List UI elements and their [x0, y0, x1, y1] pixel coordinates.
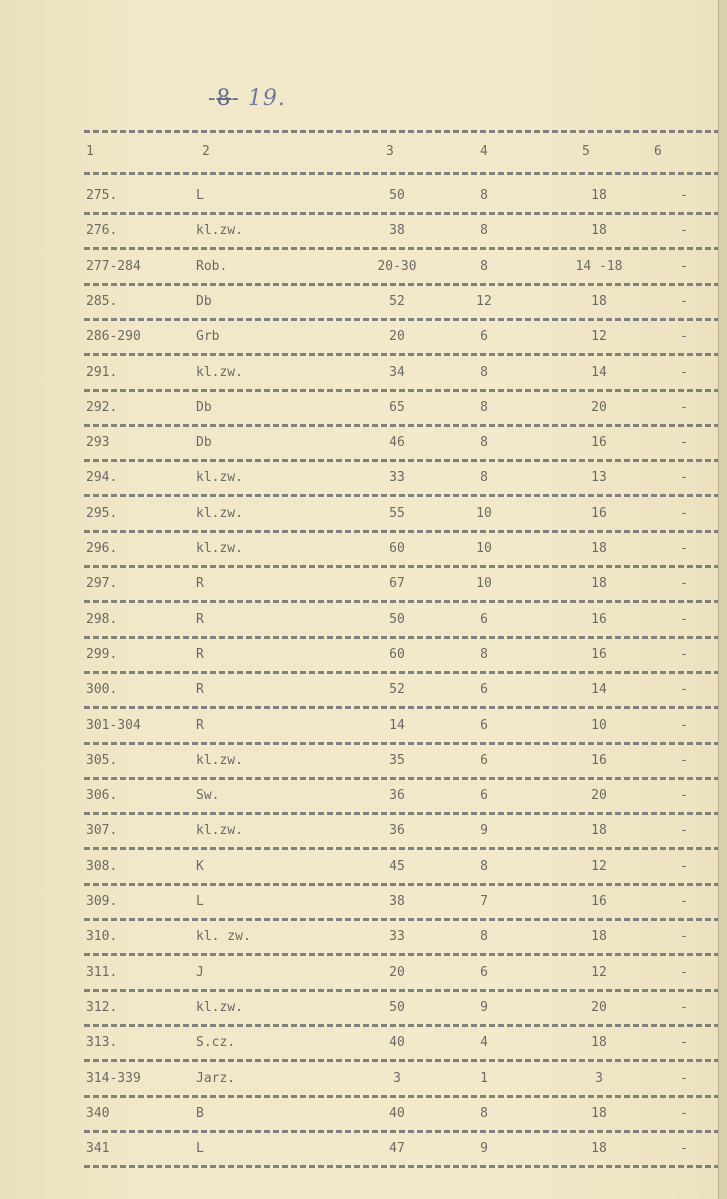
table-cell: 36: [389, 788, 405, 804]
table-cell: L: [196, 894, 204, 909]
table-cell: -: [680, 399, 688, 415]
table-cell: 294.: [86, 470, 118, 486]
table-cell: 9: [480, 823, 488, 839]
table-cell: 16: [591, 752, 607, 768]
table-row: [0, 396, 719, 420]
table-cell: 20: [389, 964, 405, 980]
table-cell: 297.: [86, 576, 118, 592]
table-cell: 8: [480, 258, 488, 274]
table-cell: Db: [196, 399, 212, 415]
table-cell: -: [680, 505, 688, 521]
table-row: [0, 714, 719, 738]
table-cell: 16: [591, 646, 607, 662]
table-cell: kl.zw.: [196, 999, 243, 1015]
table-cell: R: [196, 682, 204, 698]
table-cell: J: [196, 964, 204, 980]
table-cell: 18: [591, 293, 607, 309]
table-cell: 8: [480, 929, 488, 945]
table-cell: 60: [389, 646, 405, 662]
table-cell: 52: [389, 293, 405, 309]
table-cell: -: [680, 894, 688, 909]
table-row: [0, 431, 719, 455]
table-cell: 4: [480, 1035, 488, 1051]
column-header: 4: [480, 144, 488, 159]
table-cell: 307.: [86, 823, 118, 839]
table-cell: 3: [393, 1070, 401, 1086]
table-cell: kl.zw.: [196, 364, 243, 380]
table-cell: 16: [591, 611, 607, 627]
dashed-rule: [84, 318, 720, 321]
table-cell: 50: [389, 999, 405, 1015]
dashed-rule: [84, 424, 720, 427]
page-edge: [718, 0, 727, 1199]
table-cell: 34: [389, 364, 405, 380]
table-cell: Db: [196, 293, 212, 309]
table-cell: -: [680, 364, 688, 380]
table-cell: 10: [591, 717, 607, 733]
table-cell: 65: [389, 399, 405, 415]
table-cell: 8: [480, 470, 488, 486]
table-cell: 35: [389, 752, 405, 768]
table-cell: 10: [476, 576, 492, 592]
dashed-rule: [84, 706, 720, 709]
table-row: [0, 678, 719, 702]
table-cell: 310.: [86, 929, 118, 945]
table-row: [0, 219, 719, 243]
table-cell: kl. zw.: [196, 929, 251, 945]
dashed-rule: [84, 212, 720, 215]
table-cell: 6: [480, 964, 488, 980]
table-cell: Grb: [196, 329, 220, 345]
table-cell: 12: [591, 964, 607, 980]
table-cell: 3: [595, 1070, 603, 1086]
table-cell: 46: [389, 435, 405, 451]
dashed-rule: [84, 283, 720, 286]
table-cell: 293: [86, 435, 110, 451]
table-cell: 33: [389, 929, 405, 945]
table-cell: 18: [591, 1141, 607, 1157]
table-cell: Jarz.: [196, 1070, 236, 1086]
table-cell: 9: [480, 1141, 488, 1157]
dashed-rule: [84, 918, 720, 921]
table-cell: 313.: [86, 1035, 118, 1051]
column-header: 3: [386, 144, 394, 159]
table-cell: -: [680, 788, 688, 804]
table-cell: -: [680, 188, 688, 203]
table-cell: 10: [476, 505, 492, 521]
table-row: [0, 961, 719, 985]
table-row: [0, 996, 719, 1020]
page-number: [208, 86, 286, 111]
table-cell: 309.: [86, 894, 118, 909]
table-cell: kl.zw.: [196, 541, 243, 556]
table-cell: 52: [389, 682, 405, 698]
table-cell: 13: [591, 470, 607, 486]
table-cell: -: [680, 1035, 688, 1051]
column-header: 2: [202, 144, 210, 159]
table-cell: 20: [591, 999, 607, 1015]
table-cell: 286-290: [86, 329, 141, 345]
table-cell: 12: [591, 329, 607, 345]
table-cell: 14: [591, 364, 607, 380]
table-cell: 55: [389, 505, 405, 521]
table-cell: 16: [591, 894, 607, 909]
table-cell: R: [196, 576, 204, 592]
table-cell: 38: [389, 894, 405, 909]
column-header: 1: [86, 144, 94, 159]
table-row: [0, 572, 719, 596]
column-header: 5: [582, 144, 590, 159]
table-cell: -: [680, 646, 688, 662]
table-cell: 7: [480, 894, 488, 909]
dashed-rule: [84, 600, 720, 603]
dashed-rule: [84, 742, 720, 745]
dashed-rule: [84, 1165, 720, 1168]
table-row: [0, 1067, 719, 1091]
table-cell: 296.: [86, 541, 118, 556]
table-cell: 305.: [86, 752, 118, 768]
table-cell: -: [680, 929, 688, 945]
table-cell: 18: [591, 541, 607, 556]
table-row: [0, 466, 719, 490]
table-cell: 299.: [86, 646, 118, 662]
table-cell: L: [196, 1141, 204, 1157]
table-cell: 8: [480, 399, 488, 415]
table-cell: 45: [389, 858, 405, 874]
table-cell: 20: [591, 399, 607, 415]
table-row: [0, 643, 719, 667]
table-row: [0, 325, 719, 349]
table-row: [0, 819, 719, 843]
table-cell: K: [196, 858, 204, 874]
dashed-rule: [84, 953, 720, 956]
table-cell: 14 -18: [575, 258, 623, 274]
table-row: [0, 855, 719, 879]
dashed-rule: [84, 1130, 720, 1133]
table-cell: 16: [591, 435, 607, 451]
table-cell: 18: [591, 1105, 607, 1121]
table-row: [0, 1137, 719, 1161]
table-cell: 20-30: [377, 258, 417, 274]
table-cell: 12: [591, 858, 607, 874]
table-cell: kl.zw.: [196, 470, 243, 486]
table-row: [0, 1031, 719, 1055]
table-cell: 16: [591, 505, 607, 521]
table-cell: 50: [389, 611, 405, 627]
table-cell: Db: [196, 435, 212, 451]
table-cell: R: [196, 717, 204, 733]
table-cell: 6: [480, 752, 488, 768]
table-cell: 20: [389, 329, 405, 345]
dashed-rule: [84, 1024, 720, 1027]
table-cell: 275.: [86, 188, 118, 203]
table-cell: -: [680, 823, 688, 839]
table-cell: 18: [591, 1035, 607, 1051]
table-cell: 291.: [86, 364, 118, 380]
table-cell: 50: [389, 188, 405, 203]
table-cell: 6: [480, 329, 488, 345]
table-row: [0, 1102, 719, 1126]
table-cell: kl.zw.: [196, 505, 243, 521]
table-row: [0, 290, 719, 314]
table-cell: -: [680, 329, 688, 345]
table-cell: 285.: [86, 293, 118, 309]
table-cell: -: [680, 964, 688, 980]
table-cell: -: [680, 1105, 688, 1121]
table-row: [0, 361, 719, 385]
dashed-rule: [84, 247, 720, 250]
table-cell: 6: [480, 682, 488, 698]
table-cell: -: [680, 1141, 688, 1157]
dashed-rule: [84, 1059, 720, 1062]
table-cell: -: [680, 717, 688, 733]
table-cell: 312.: [86, 999, 118, 1015]
table-cell: -: [680, 611, 688, 627]
column-header: 6: [654, 144, 662, 159]
dashed-rule: [84, 459, 720, 462]
table-cell: -: [680, 435, 688, 451]
table-cell: -: [680, 1070, 688, 1086]
table-cell: -: [680, 999, 688, 1015]
page-number-handwritten: 19.: [247, 86, 286, 111]
table-cell: 8: [480, 858, 488, 874]
table-cell: 10: [476, 541, 492, 556]
table-cell: 8: [480, 223, 488, 239]
page-number-struck: 8: [216, 86, 232, 111]
table-cell: 341: [86, 1141, 110, 1157]
table-cell: kl.zw.: [196, 823, 243, 839]
table-cell: 8: [480, 646, 488, 662]
table-cell: 67: [389, 576, 405, 592]
table-cell: 306.: [86, 788, 118, 804]
table-cell: kl.zw.: [196, 223, 243, 239]
table-cell: 36: [389, 823, 405, 839]
dashed-rule: [84, 671, 720, 674]
table-cell: 6: [480, 788, 488, 804]
table-cell: S.cz.: [196, 1035, 236, 1051]
table-cell: -: [680, 858, 688, 874]
dashed-rule: [84, 389, 720, 392]
table-cell: 1: [480, 1070, 488, 1086]
table-cell: 8: [480, 364, 488, 380]
table-cell: -: [680, 223, 688, 239]
table-cell: 38: [389, 223, 405, 239]
table-cell: Rob.: [196, 258, 228, 274]
table-cell: 18: [591, 823, 607, 839]
table-cell: 8: [480, 1105, 488, 1121]
table-cell: 20: [591, 788, 607, 804]
table-cell: 300.: [86, 682, 118, 698]
table-cell: Sw.: [196, 788, 220, 804]
table-cell: 47: [389, 1141, 405, 1157]
table-row: [0, 184, 719, 208]
table-cell: 40: [389, 1035, 405, 1051]
table-cell: -: [680, 541, 688, 556]
table-cell: 12: [476, 293, 492, 309]
table-cell: R: [196, 646, 204, 662]
table-row: [0, 608, 719, 632]
dashed-rule: [84, 812, 720, 815]
table-cell: 18: [591, 223, 607, 239]
table-cell: 340: [86, 1105, 110, 1121]
table-cell: 18: [591, 188, 607, 203]
dashed-rule: [84, 494, 720, 497]
table-cell: 314-339: [86, 1070, 141, 1086]
column-header-row: [0, 140, 719, 164]
table-cell: -: [680, 576, 688, 592]
table-row: [0, 537, 719, 561]
table-cell: -: [680, 752, 688, 768]
table-cell: 8: [480, 188, 488, 203]
table-cell: 311.: [86, 964, 118, 980]
table-row: [0, 749, 719, 773]
dashed-rule: [84, 777, 720, 780]
table-row: [0, 255, 719, 279]
table-cell: 308.: [86, 858, 118, 874]
table-cell: 295.: [86, 505, 118, 521]
table-cell: 277-284: [86, 258, 141, 274]
table-cell: 8: [480, 435, 488, 451]
table-cell: 14: [389, 717, 405, 733]
dashed-rule: [84, 883, 720, 886]
table-cell: 18: [591, 929, 607, 945]
table-cell: 276.: [86, 223, 118, 239]
table-cell: 6: [480, 611, 488, 627]
table-cell: kl.zw.: [196, 752, 243, 768]
table-cell: 60: [389, 541, 405, 556]
table-cell: 6: [480, 717, 488, 733]
table-cell: 14: [591, 682, 607, 698]
table-cell: L: [196, 188, 204, 203]
table-row: [0, 890, 719, 914]
table-cell: 9: [480, 999, 488, 1015]
dashed-rule: [84, 130, 720, 133]
table-cell: 298.: [86, 611, 118, 627]
table-cell: 18: [591, 576, 607, 592]
page-number-prefix: -: [208, 86, 217, 111]
table-cell: -: [680, 470, 688, 486]
table-cell: R: [196, 611, 204, 627]
table-row: [0, 784, 719, 808]
page-number-separator: -: [231, 86, 240, 111]
dashed-rule: [84, 1095, 720, 1098]
table-cell: -: [680, 682, 688, 698]
table-row: [0, 502, 719, 526]
dashed-rule: [84, 847, 720, 850]
table-cell: 33: [389, 470, 405, 486]
dashed-rule: [84, 636, 720, 639]
dashed-rule: [84, 530, 720, 533]
dashed-rule: [84, 565, 720, 568]
dashed-rule: [84, 353, 720, 356]
dashed-rule: [84, 172, 720, 175]
table-cell: -: [680, 293, 688, 309]
table-cell: B: [196, 1105, 204, 1121]
table-row: [0, 925, 719, 949]
table-cell: -: [680, 258, 688, 274]
dashed-rule: [84, 989, 720, 992]
table-cell: 292.: [86, 399, 118, 415]
table-cell: 40: [389, 1105, 405, 1121]
table-cell: 301-304: [86, 717, 141, 733]
